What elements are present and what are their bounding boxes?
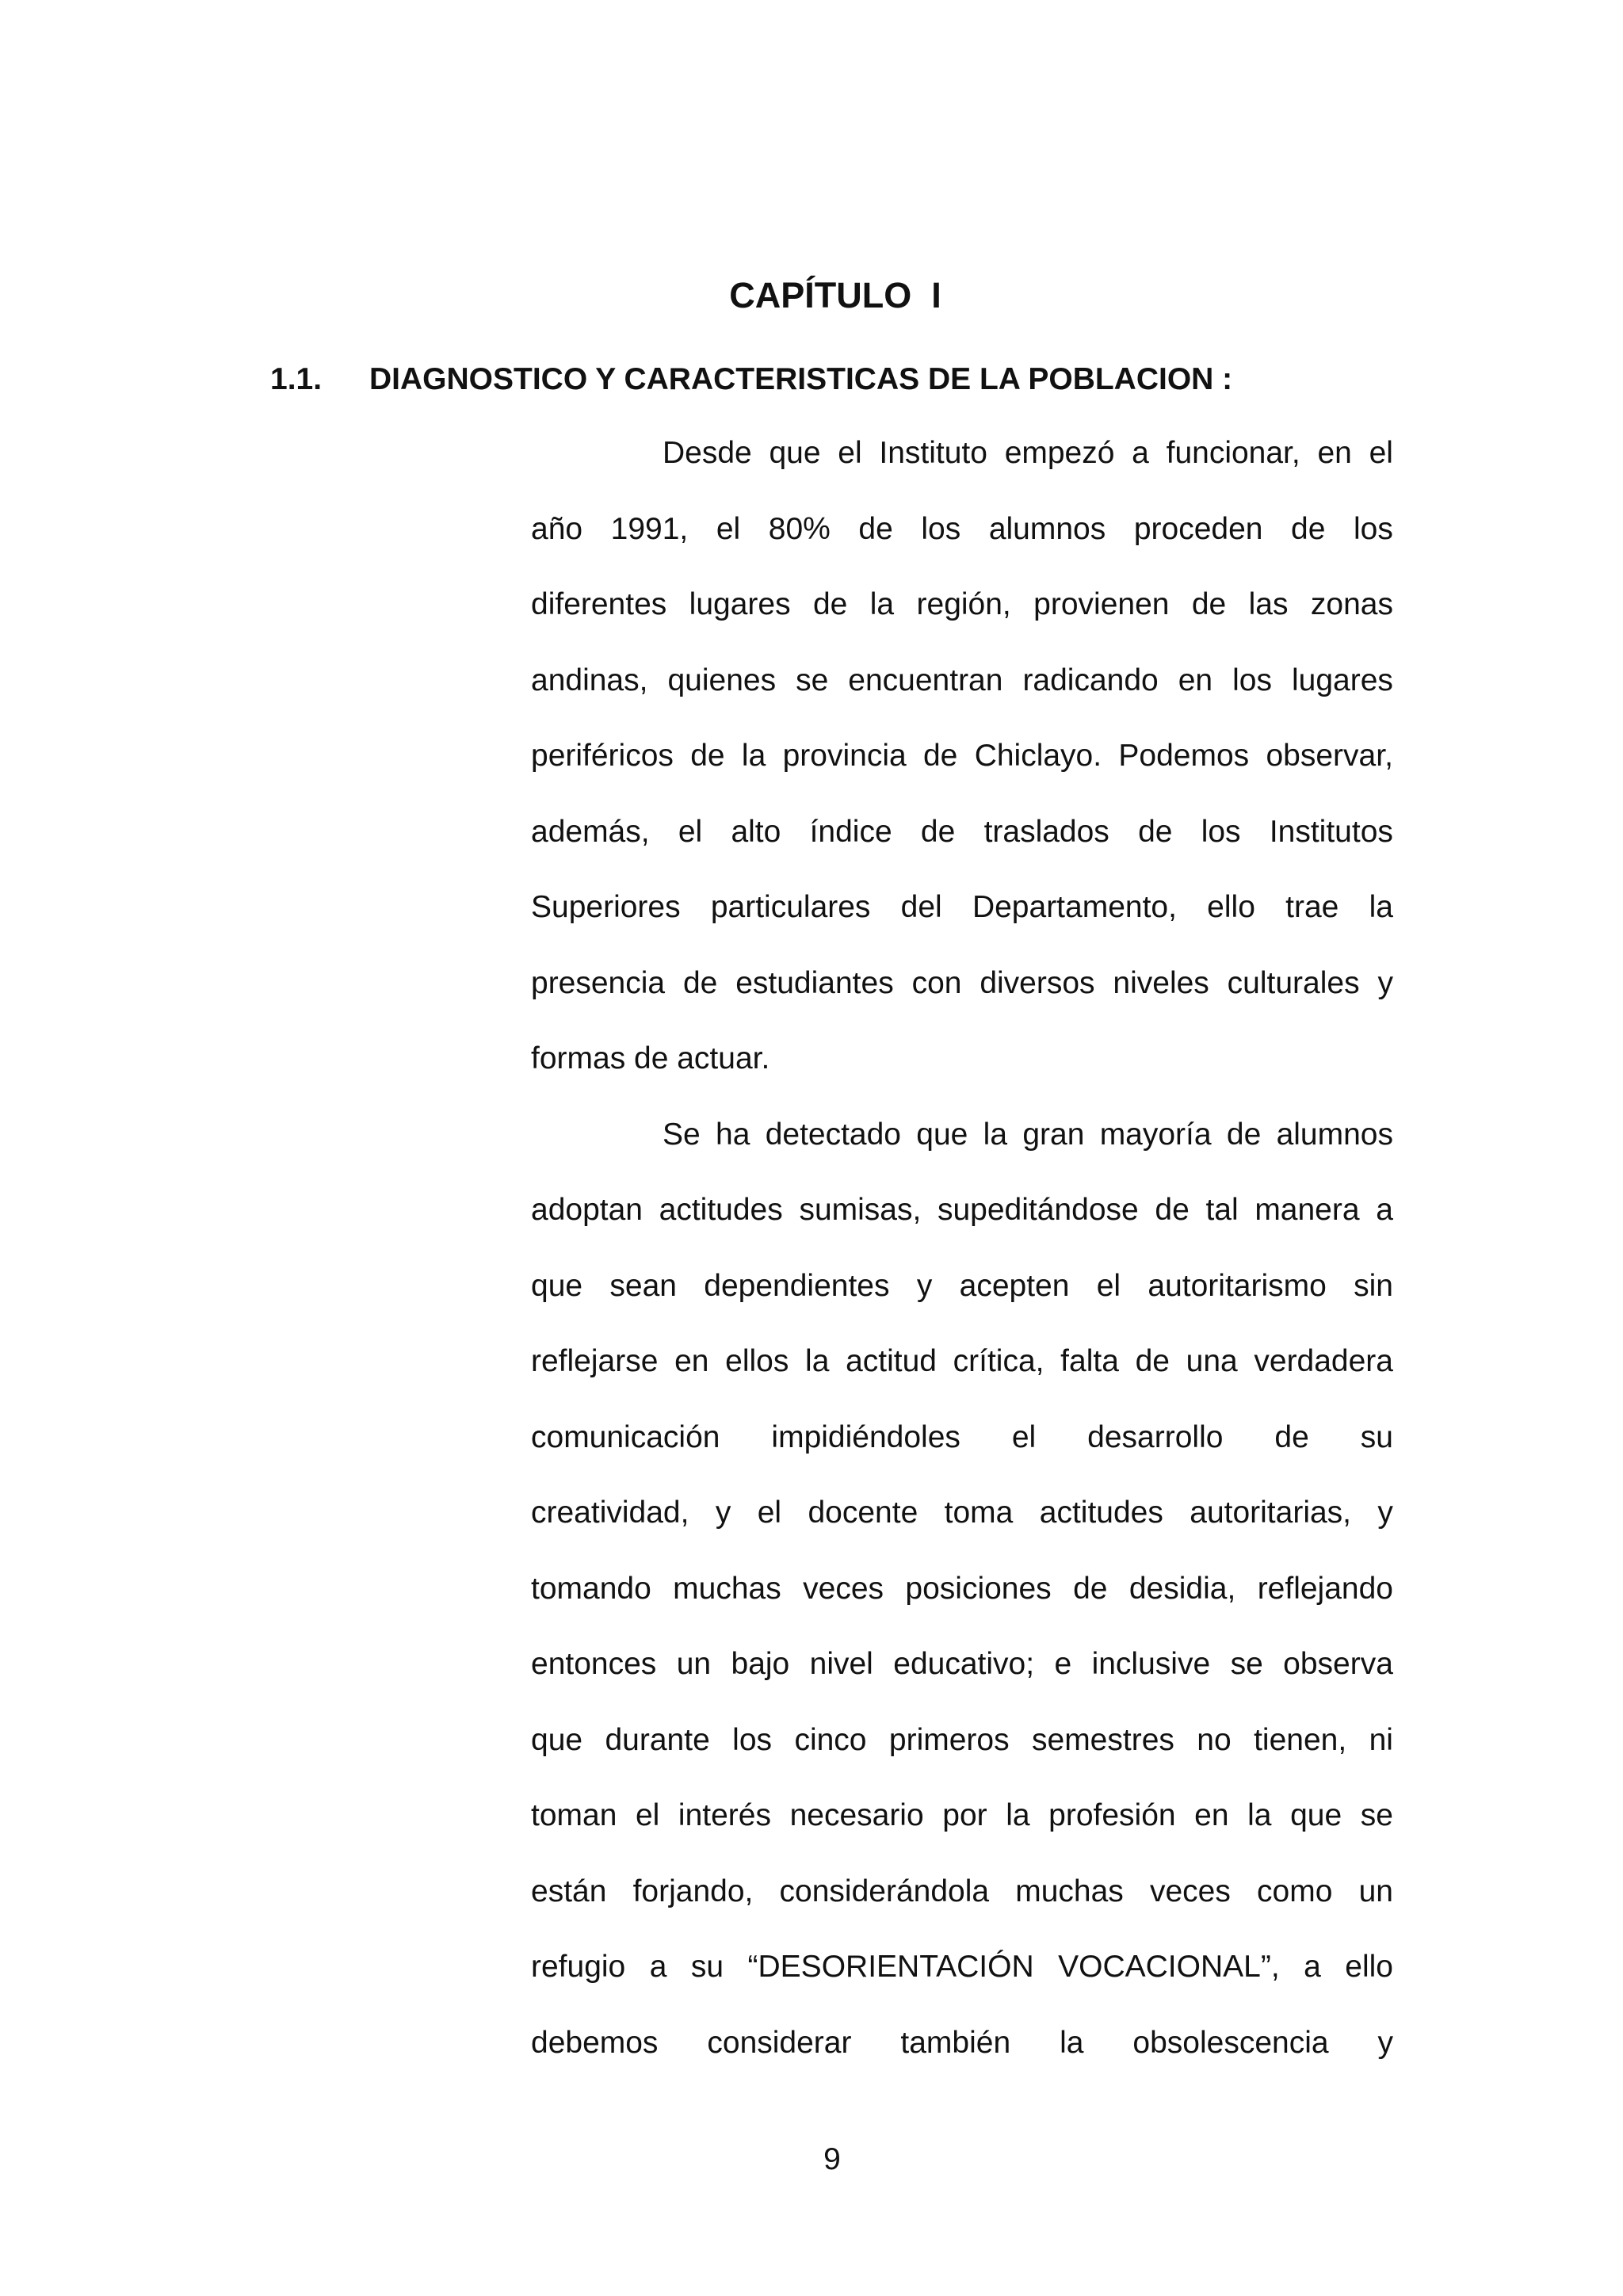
word: bajo bbox=[731, 1647, 790, 1681]
word: a bbox=[1304, 1950, 1321, 1984]
word: en bbox=[1317, 436, 1352, 470]
word: mayoría bbox=[1099, 1117, 1212, 1152]
word: las bbox=[1248, 587, 1289, 621]
word: en bbox=[1178, 663, 1213, 697]
word: verdadera bbox=[1254, 1344, 1393, 1378]
word: funcionar, bbox=[1166, 436, 1300, 470]
word: veces bbox=[1149, 1874, 1231, 1908]
word: acepten bbox=[959, 1268, 1070, 1303]
word: la bbox=[1369, 890, 1393, 924]
word: Se bbox=[663, 1117, 701, 1152]
word: y bbox=[715, 1496, 731, 1530]
word: provienen bbox=[1033, 587, 1170, 621]
word: refugio bbox=[531, 1950, 626, 1984]
word: ello bbox=[1207, 890, 1255, 924]
word: cinco bbox=[794, 1722, 867, 1757]
word: su bbox=[1360, 1419, 1393, 1454]
word: Superiores bbox=[531, 890, 681, 924]
word: la bbox=[869, 587, 895, 621]
word: se bbox=[1230, 1647, 1263, 1681]
word: niveles bbox=[1113, 965, 1209, 1000]
word: en bbox=[1194, 1798, 1229, 1832]
section-number: 1.1. bbox=[270, 362, 323, 396]
word: a bbox=[1376, 1193, 1393, 1227]
word: ha bbox=[716, 1117, 750, 1152]
word: adoptan bbox=[531, 1193, 643, 1227]
word: con bbox=[911, 965, 962, 1000]
word: Chiclayo. bbox=[974, 739, 1102, 773]
word: zonas bbox=[1310, 587, 1393, 621]
word: interés bbox=[678, 1798, 771, 1832]
word: dependientes bbox=[704, 1268, 890, 1303]
body-line bbox=[531, 1186, 1393, 1262]
body-line bbox=[531, 1337, 1393, 1413]
word: un bbox=[1358, 1874, 1393, 1908]
word: muchas bbox=[673, 1571, 781, 1606]
word: el bbox=[1096, 1268, 1121, 1303]
word: culturales bbox=[1227, 965, 1360, 1000]
word: toman bbox=[531, 1798, 617, 1832]
word: autoritarias, bbox=[1190, 1496, 1352, 1530]
word: de bbox=[858, 511, 893, 546]
body-line bbox=[531, 1640, 1393, 1716]
body-line bbox=[531, 1867, 1393, 1943]
word: “DESORIENTACIÓN bbox=[747, 1950, 1034, 1984]
word: de bbox=[1073, 1571, 1108, 1606]
word: e bbox=[1054, 1647, 1072, 1681]
word: alumnos bbox=[1276, 1117, 1393, 1152]
word: región, bbox=[916, 587, 1011, 621]
word: de bbox=[1138, 814, 1173, 849]
body-line bbox=[531, 656, 1393, 732]
word: quienes bbox=[667, 663, 777, 697]
word: la bbox=[741, 739, 766, 773]
word: índice bbox=[809, 814, 892, 849]
word: ellos bbox=[725, 1344, 789, 1378]
word: falta bbox=[1060, 1344, 1119, 1378]
word: el bbox=[1011, 1419, 1037, 1454]
body-line bbox=[531, 1791, 1393, 1867]
word: Instituto bbox=[879, 436, 987, 470]
word: la bbox=[1247, 1798, 1272, 1832]
word: radicando bbox=[1022, 663, 1159, 697]
word: la bbox=[1060, 2025, 1084, 2060]
word: se bbox=[796, 663, 829, 697]
word: también bbox=[900, 2025, 1011, 2060]
word: Departamento, bbox=[972, 890, 1177, 924]
body-text bbox=[531, 429, 1393, 2094]
word: ello bbox=[1345, 1950, 1393, 1984]
word: actitudes bbox=[1039, 1496, 1163, 1530]
word: los bbox=[921, 511, 961, 546]
chapter-title: CAPÍTULO I bbox=[729, 275, 941, 315]
word: reflejando bbox=[1257, 1571, 1393, 1606]
word: desidia, bbox=[1128, 1571, 1236, 1606]
word: el bbox=[1369, 436, 1393, 470]
body-line bbox=[531, 429, 1393, 505]
word: de bbox=[1291, 511, 1326, 546]
word: traslados bbox=[983, 814, 1109, 849]
word: observa bbox=[1283, 1647, 1393, 1681]
word: andinas, bbox=[531, 663, 648, 697]
body-line bbox=[531, 2019, 1393, 2095]
word: el bbox=[678, 814, 703, 849]
word: como bbox=[1257, 1874, 1333, 1908]
body-line bbox=[531, 1564, 1393, 1641]
body-line bbox=[531, 1262, 1393, 1338]
body-line bbox=[531, 1413, 1393, 1489]
word: comunicación bbox=[531, 1419, 720, 1454]
word: Podemos bbox=[1118, 739, 1250, 773]
word: además, bbox=[531, 814, 650, 849]
word: formas de actuar. bbox=[531, 1041, 770, 1075]
word: entonces bbox=[531, 1647, 657, 1681]
word: diferentes bbox=[531, 587, 667, 621]
word: están bbox=[531, 1874, 607, 1908]
body-line bbox=[531, 505, 1393, 581]
body-line bbox=[531, 580, 1393, 656]
word: Desde bbox=[663, 436, 752, 470]
word: los bbox=[1232, 663, 1272, 697]
word: gran bbox=[1022, 1117, 1085, 1152]
word: tal bbox=[1205, 1193, 1239, 1227]
word: el bbox=[716, 511, 741, 546]
word: lugares bbox=[689, 587, 791, 621]
word: inclusive bbox=[1091, 1647, 1211, 1681]
word: el bbox=[757, 1496, 782, 1530]
word: considerar bbox=[707, 2025, 852, 2060]
word: y bbox=[1377, 965, 1393, 1000]
word: de bbox=[922, 739, 958, 773]
body-line bbox=[531, 732, 1393, 808]
word: de bbox=[812, 587, 848, 621]
word: forjando, bbox=[632, 1874, 754, 1908]
word: la bbox=[805, 1344, 830, 1378]
word: actitud bbox=[846, 1344, 937, 1378]
word: particulares bbox=[710, 890, 871, 924]
word: sean bbox=[609, 1268, 677, 1303]
word: necesario bbox=[789, 1798, 924, 1832]
word: manera bbox=[1254, 1193, 1360, 1227]
word: estudiantes bbox=[735, 965, 894, 1000]
word: desarrollo bbox=[1087, 1419, 1224, 1454]
word: reflejarse bbox=[531, 1344, 659, 1378]
word: alumnos bbox=[988, 511, 1106, 546]
word: proceden bbox=[1133, 511, 1263, 546]
word: sumisas, bbox=[799, 1193, 922, 1227]
word: y bbox=[1377, 2025, 1393, 2060]
word: impidiéndoles bbox=[771, 1419, 960, 1454]
word: diversos bbox=[980, 965, 1095, 1000]
word: un bbox=[676, 1647, 712, 1681]
word: año bbox=[531, 511, 583, 546]
word: detectado bbox=[765, 1117, 901, 1152]
word: veces bbox=[803, 1571, 884, 1606]
word: a bbox=[649, 1950, 667, 1984]
word: trae bbox=[1285, 890, 1339, 924]
word: y bbox=[1377, 1496, 1393, 1530]
word: a bbox=[1132, 436, 1149, 470]
word: VOCACIONAL”, bbox=[1058, 1950, 1280, 1984]
word: durante bbox=[605, 1722, 710, 1757]
body-line bbox=[531, 1034, 1393, 1110]
word: en bbox=[674, 1344, 709, 1378]
word: periféricos bbox=[531, 739, 674, 773]
word: de bbox=[1135, 1344, 1170, 1378]
word: nivel bbox=[809, 1647, 873, 1681]
section-title: DIAGNOSTICO Y CARACTERISTICAS DE LA POBLACION : bbox=[369, 362, 1233, 396]
word: la bbox=[983, 1117, 1008, 1152]
word: posiciones bbox=[905, 1571, 1052, 1606]
word: sin bbox=[1354, 1268, 1393, 1303]
word: tomando bbox=[531, 1571, 651, 1606]
word: debemos bbox=[531, 2025, 659, 2060]
word: los bbox=[1201, 814, 1241, 849]
body-line bbox=[531, 1488, 1393, 1564]
section-heading bbox=[270, 355, 1232, 404]
word: el bbox=[838, 436, 862, 470]
word: semestres bbox=[1032, 1722, 1174, 1757]
word: los bbox=[1354, 511, 1393, 546]
word: provincia bbox=[782, 739, 907, 773]
word: y bbox=[916, 1268, 933, 1303]
word: de bbox=[1226, 1117, 1262, 1152]
word: primeros bbox=[888, 1722, 1010, 1757]
body-line bbox=[531, 808, 1393, 884]
word: obsolescencia bbox=[1132, 2025, 1329, 2060]
word: que bbox=[531, 1268, 583, 1303]
word: 1991, bbox=[610, 511, 689, 546]
word: creatividad, bbox=[531, 1496, 689, 1530]
body-line bbox=[531, 883, 1393, 959]
word: lugares bbox=[1291, 663, 1393, 697]
word: encuentran bbox=[848, 663, 1003, 697]
word: educativo; bbox=[893, 1647, 1035, 1681]
word: se bbox=[1360, 1798, 1393, 1832]
word: la bbox=[1006, 1798, 1030, 1832]
word: crítica, bbox=[953, 1344, 1044, 1378]
word: docente bbox=[808, 1496, 918, 1530]
word: empezó bbox=[1004, 436, 1115, 470]
word: que bbox=[769, 436, 821, 470]
body-line bbox=[531, 1716, 1393, 1792]
body-line bbox=[531, 959, 1393, 1035]
word: que bbox=[916, 1117, 968, 1152]
word: observar, bbox=[1266, 739, 1393, 773]
word: presencia bbox=[531, 965, 666, 1000]
body-line bbox=[531, 1110, 1393, 1186]
word: autoritarismo bbox=[1148, 1268, 1327, 1303]
word: 80% bbox=[768, 511, 831, 546]
body-line bbox=[531, 1943, 1393, 2019]
page-number: 9 bbox=[823, 2142, 841, 2176]
word: tienen, bbox=[1254, 1722, 1347, 1757]
word: los bbox=[732, 1722, 773, 1757]
word: que bbox=[1290, 1798, 1342, 1832]
word: Institutos bbox=[1269, 814, 1393, 849]
word: de bbox=[1274, 1419, 1309, 1454]
word: de bbox=[1191, 587, 1227, 621]
word: por bbox=[942, 1798, 987, 1832]
word: una bbox=[1186, 1344, 1238, 1378]
word: ni bbox=[1369, 1722, 1393, 1757]
word: profesión bbox=[1048, 1798, 1176, 1832]
word: no bbox=[1197, 1722, 1232, 1757]
word: su bbox=[690, 1950, 724, 1984]
word: actitudes bbox=[659, 1193, 783, 1227]
word: de bbox=[920, 814, 956, 849]
word: de bbox=[1155, 1193, 1190, 1227]
word: de bbox=[690, 739, 725, 773]
word: supeditándose bbox=[937, 1193, 1139, 1227]
word: considerándola bbox=[779, 1874, 990, 1908]
word: que bbox=[531, 1722, 583, 1757]
word: alto bbox=[731, 814, 781, 849]
word: de bbox=[682, 965, 718, 1000]
word: el bbox=[635, 1798, 660, 1832]
word: muchas bbox=[1015, 1874, 1124, 1908]
word: del bbox=[900, 890, 942, 924]
word: toma bbox=[944, 1496, 1014, 1530]
